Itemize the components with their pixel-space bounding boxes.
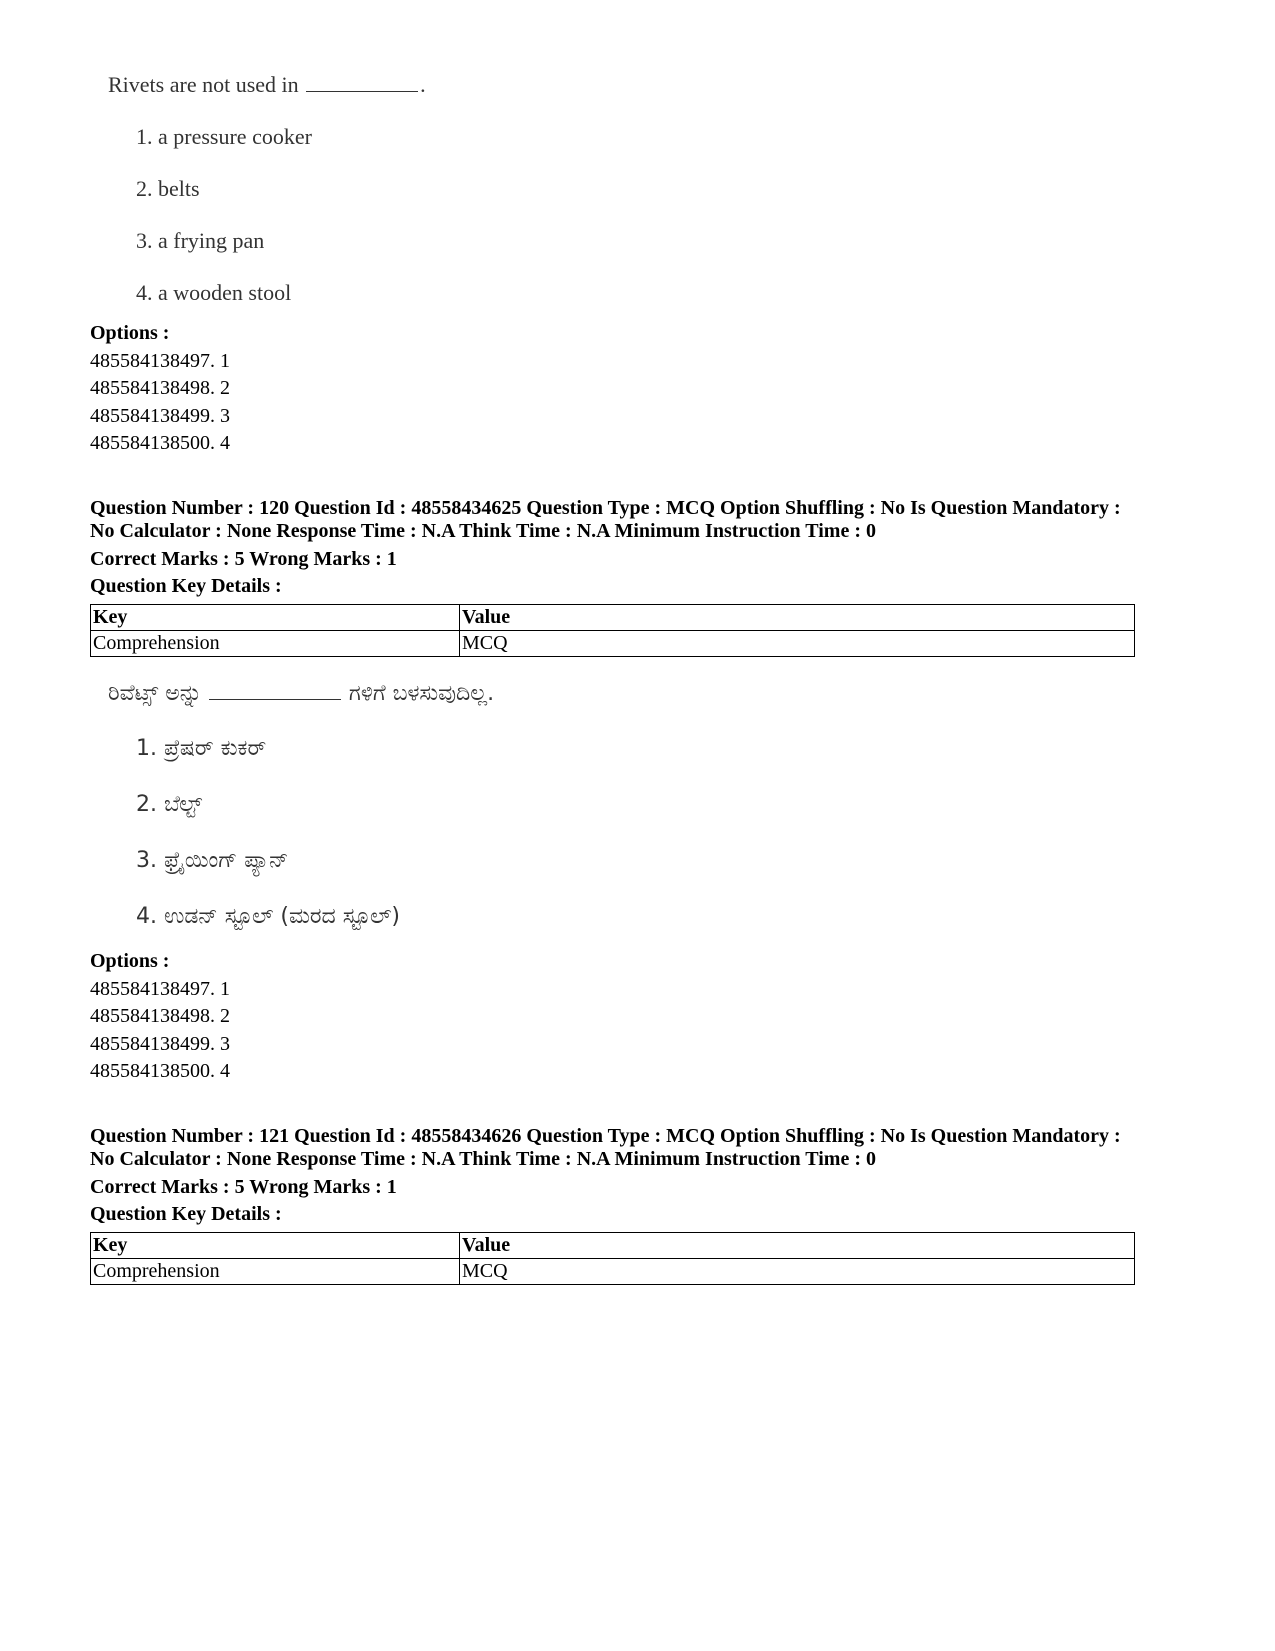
stem-prefix: Rivets are not used in	[108, 72, 299, 97]
stem-suffix: .	[420, 72, 426, 97]
option-id-3: 485584138499. 3	[90, 405, 230, 427]
meta-line-1: Question Number : 120 Question Id : 48558434625 Question Type : MCQ Option Shuffling : No Is Question Mandatory :	[90, 497, 1121, 519]
option-id-1: 485584138497. 1	[90, 978, 230, 1000]
table-header-row	[91, 1233, 1135, 1259]
choice-2: 2. belts	[136, 176, 200, 201]
question-121-meta	[90, 1125, 1190, 1171]
option-id-4: 485584138500. 4	[90, 432, 230, 454]
table-row	[91, 1259, 1135, 1285]
stem-suffix: ಗಳಿಗೆ ಬಳಸುವುದಿಲ್ಲ.	[348, 681, 495, 706]
question-120-meta	[90, 497, 1190, 543]
key-details-label: Question Key Details :	[90, 1203, 282, 1225]
meta-line-2: No Calculator : None Response Time : N.A Think Time : N.A Minimum Instruction Time : 0	[90, 1148, 876, 1170]
value-header: Value	[460, 1233, 1135, 1259]
question-image-english	[108, 72, 508, 312]
value-cell: MCQ	[460, 631, 1135, 657]
value-header: Value	[460, 605, 1135, 631]
option-id-3: 485584138499. 3	[90, 1033, 230, 1055]
question-stem	[108, 680, 628, 706]
question-stem	[108, 72, 508, 98]
marks-line: Correct Marks : 5 Wrong Marks : 1	[90, 1176, 397, 1198]
meta-line-2: No Calculator : None Response Time : N.A Think Time : N.A Minimum Instruction Time : 0	[90, 520, 876, 542]
answer-blank	[209, 698, 341, 700]
marks-line: Correct Marks : 5 Wrong Marks : 1	[90, 548, 397, 570]
choice-4: 4. a wooden stool	[136, 280, 292, 305]
choice-2: 2. ಬೆಲ್ಟ್	[136, 792, 203, 817]
table-header-row	[91, 605, 1135, 631]
table-row	[91, 631, 1135, 657]
key-cell: Comprehension	[91, 631, 460, 657]
key-header: Key	[91, 605, 460, 631]
option-id-2: 485584138498. 2	[90, 377, 230, 399]
key-details-table	[90, 1232, 1135, 1285]
choice-3: 3. ಫ್ರೈಯಿಂಗ್ ಪ್ಯಾನ್	[136, 848, 289, 873]
key-details-label: Question Key Details :	[90, 575, 282, 597]
options-label: Options :	[90, 950, 170, 972]
meta-line-1: Question Number : 121 Question Id : 48558434626 Question Type : MCQ Option Shuffling : No Is Question Mandatory :	[90, 1125, 1121, 1147]
choice-3: 3. a frying pan	[136, 228, 265, 253]
choice-4: 4. ಉಡನ್ ಸ್ಟೂಲ್ (ಮರದ ಸ್ಟೂಲ್)	[136, 904, 401, 929]
stem-prefix: ರಿವೆಟ್ಸ್ ಅನ್ನು	[108, 681, 202, 706]
key-details-table	[90, 604, 1135, 657]
option-id-2: 485584138498. 2	[90, 1005, 230, 1027]
options-label: Options :	[90, 322, 170, 344]
choice-1: 1. ಪ್ರೆಷರ್ ಕುಕರ್	[136, 736, 267, 761]
option-id-4: 485584138500. 4	[90, 1060, 230, 1082]
question-image-kannada	[108, 680, 628, 940]
key-cell: Comprehension	[91, 1259, 460, 1285]
key-header: Key	[91, 1233, 460, 1259]
option-id-1: 485584138497. 1	[90, 350, 230, 372]
answer-blank	[306, 90, 418, 92]
choice-1: 1. a pressure cooker	[136, 124, 312, 149]
value-cell: MCQ	[460, 1259, 1135, 1285]
